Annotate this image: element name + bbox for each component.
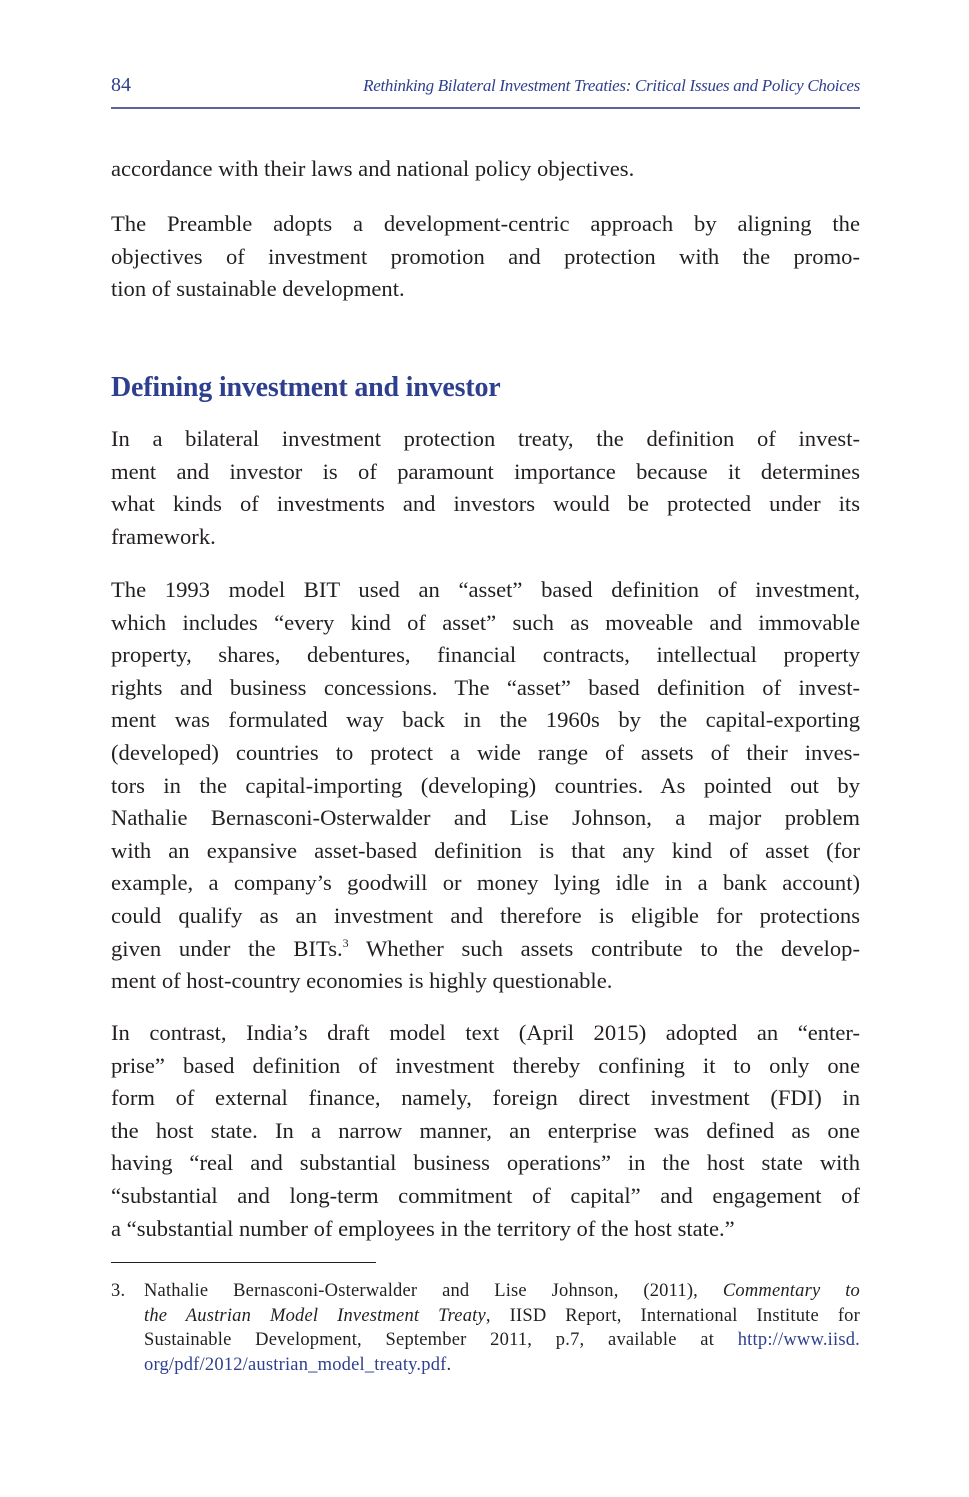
running-title: Rethinking Bilateral Investment Treaties: Critical Issues and Policy Choices — [363, 76, 860, 95]
text-line: which includes “every kind of asset” such as moveable and immovable — [111, 609, 860, 635]
text-line: a “substantial number of employees in the territory of the host state.” — [111, 1215, 735, 1241]
paragraph-1993-model — [111, 574, 860, 998]
text-line: example, a company’s goodwill or money lying idle in a bank account) — [111, 870, 860, 896]
text-line: ment was formulated way back in the 1960s by the capital-exporting — [111, 707, 860, 733]
footnote-text: Sustainable Development, September 2011, p.7, available at — [144, 1330, 738, 1350]
text-line: having “real and substantial business operations” in the host state with — [111, 1150, 860, 1176]
footnote-link[interactable]: http://www.iisd. — [737, 1330, 860, 1350]
text-line: could qualify as an investment and therefore is eligible for protections — [111, 902, 860, 928]
text-line: (developed) countries to protect a wide range of assets of their inves- — [111, 739, 860, 765]
text-line: In contrast, India’s draft model text (April 2015) adopted an “enter- — [111, 1020, 860, 1045]
text-line: form of external finance, namely, foreign direct investment (FDI) in — [111, 1085, 860, 1111]
paragraph-india-draft — [111, 1017, 860, 1245]
paragraph-definition — [111, 423, 860, 553]
page-number: 84 — [111, 74, 131, 96]
text-line: ment and investor is of paramount importance because it determines — [111, 458, 860, 484]
text-line: In a bilateral investment protection treaty, the definition of invest- — [111, 426, 860, 451]
footnote-title: Commentary to — [722, 1281, 861, 1301]
paragraph-continuation — [111, 153, 860, 186]
text-line: objectives of investment promotion and protection with the promo- — [111, 243, 860, 269]
text-line: accordance with their laws and national policy objectives. — [111, 156, 635, 181]
text-line — [111, 933, 860, 966]
footnote-line — [111, 1328, 860, 1353]
text-fragment: Whether such assets contribute to the develop- — [348, 935, 860, 961]
footnote-divider — [111, 1262, 376, 1263]
footnote-line — [111, 1353, 860, 1378]
text-line: The 1993 model BIT used an “asset” based definition of investment, — [111, 577, 860, 602]
page-header — [111, 74, 860, 104]
footnote-text: Nathalie Bernasconi-Osterwalder and Lise Johnson, (2011), — [144, 1281, 723, 1301]
text-line: “substantial and long-term commitment of capital” and engagement of — [111, 1182, 860, 1208]
text-line: framework. — [111, 523, 216, 549]
header-divider — [111, 107, 860, 109]
text-fragment: given under the BITs. — [111, 935, 343, 961]
text-line: with an expansive asset-based definition is that any kind of asset (for — [111, 837, 860, 863]
text-line: tion of sustainable development. — [111, 276, 405, 302]
footnote-3 — [111, 1279, 860, 1377]
paragraph-preamble — [111, 208, 860, 306]
footnote-line — [111, 1304, 860, 1329]
footnote-text: , IISD Report, International Institute for — [485, 1305, 860, 1326]
footnote-text: . — [446, 1354, 452, 1375]
text-line: tors in the capital-importing (developing) countries. As pointed out by — [111, 772, 860, 798]
section-heading: Defining investment and investor — [111, 372, 501, 403]
text-line: rights and business concessions. The “asset” based definition of invest- — [111, 674, 860, 700]
text-line: prise” based definition of investment thereby confining it to only one — [111, 1052, 860, 1078]
footnote-line — [111, 1279, 860, 1304]
text-line: Nathalie Bernasconi-Osterwalder and Lise Johnson, a major problem — [111, 805, 860, 831]
text-line: ment of host-country economies is highly questionable. — [111, 968, 613, 994]
footnote-number: 3. — [111, 1281, 126, 1301]
text-line: the host state. In a narrow manner, an enterprise was defined as one — [111, 1117, 860, 1143]
footnote-title: the Austrian Model Investment Treaty — [144, 1305, 486, 1326]
text-line: The Preamble adopts a development-centric approach by aligning the — [111, 211, 860, 236]
footnote-link[interactable]: org/pdf/2012/austrian_model_treaty.pdf — [144, 1354, 447, 1375]
footnote-reference[interactable]: 3 — [342, 935, 349, 950]
text-line: what kinds of investments and investors would be protected under its — [111, 491, 860, 517]
text-line: property, shares, debentures, financial contracts, intellectual property — [111, 642, 860, 668]
